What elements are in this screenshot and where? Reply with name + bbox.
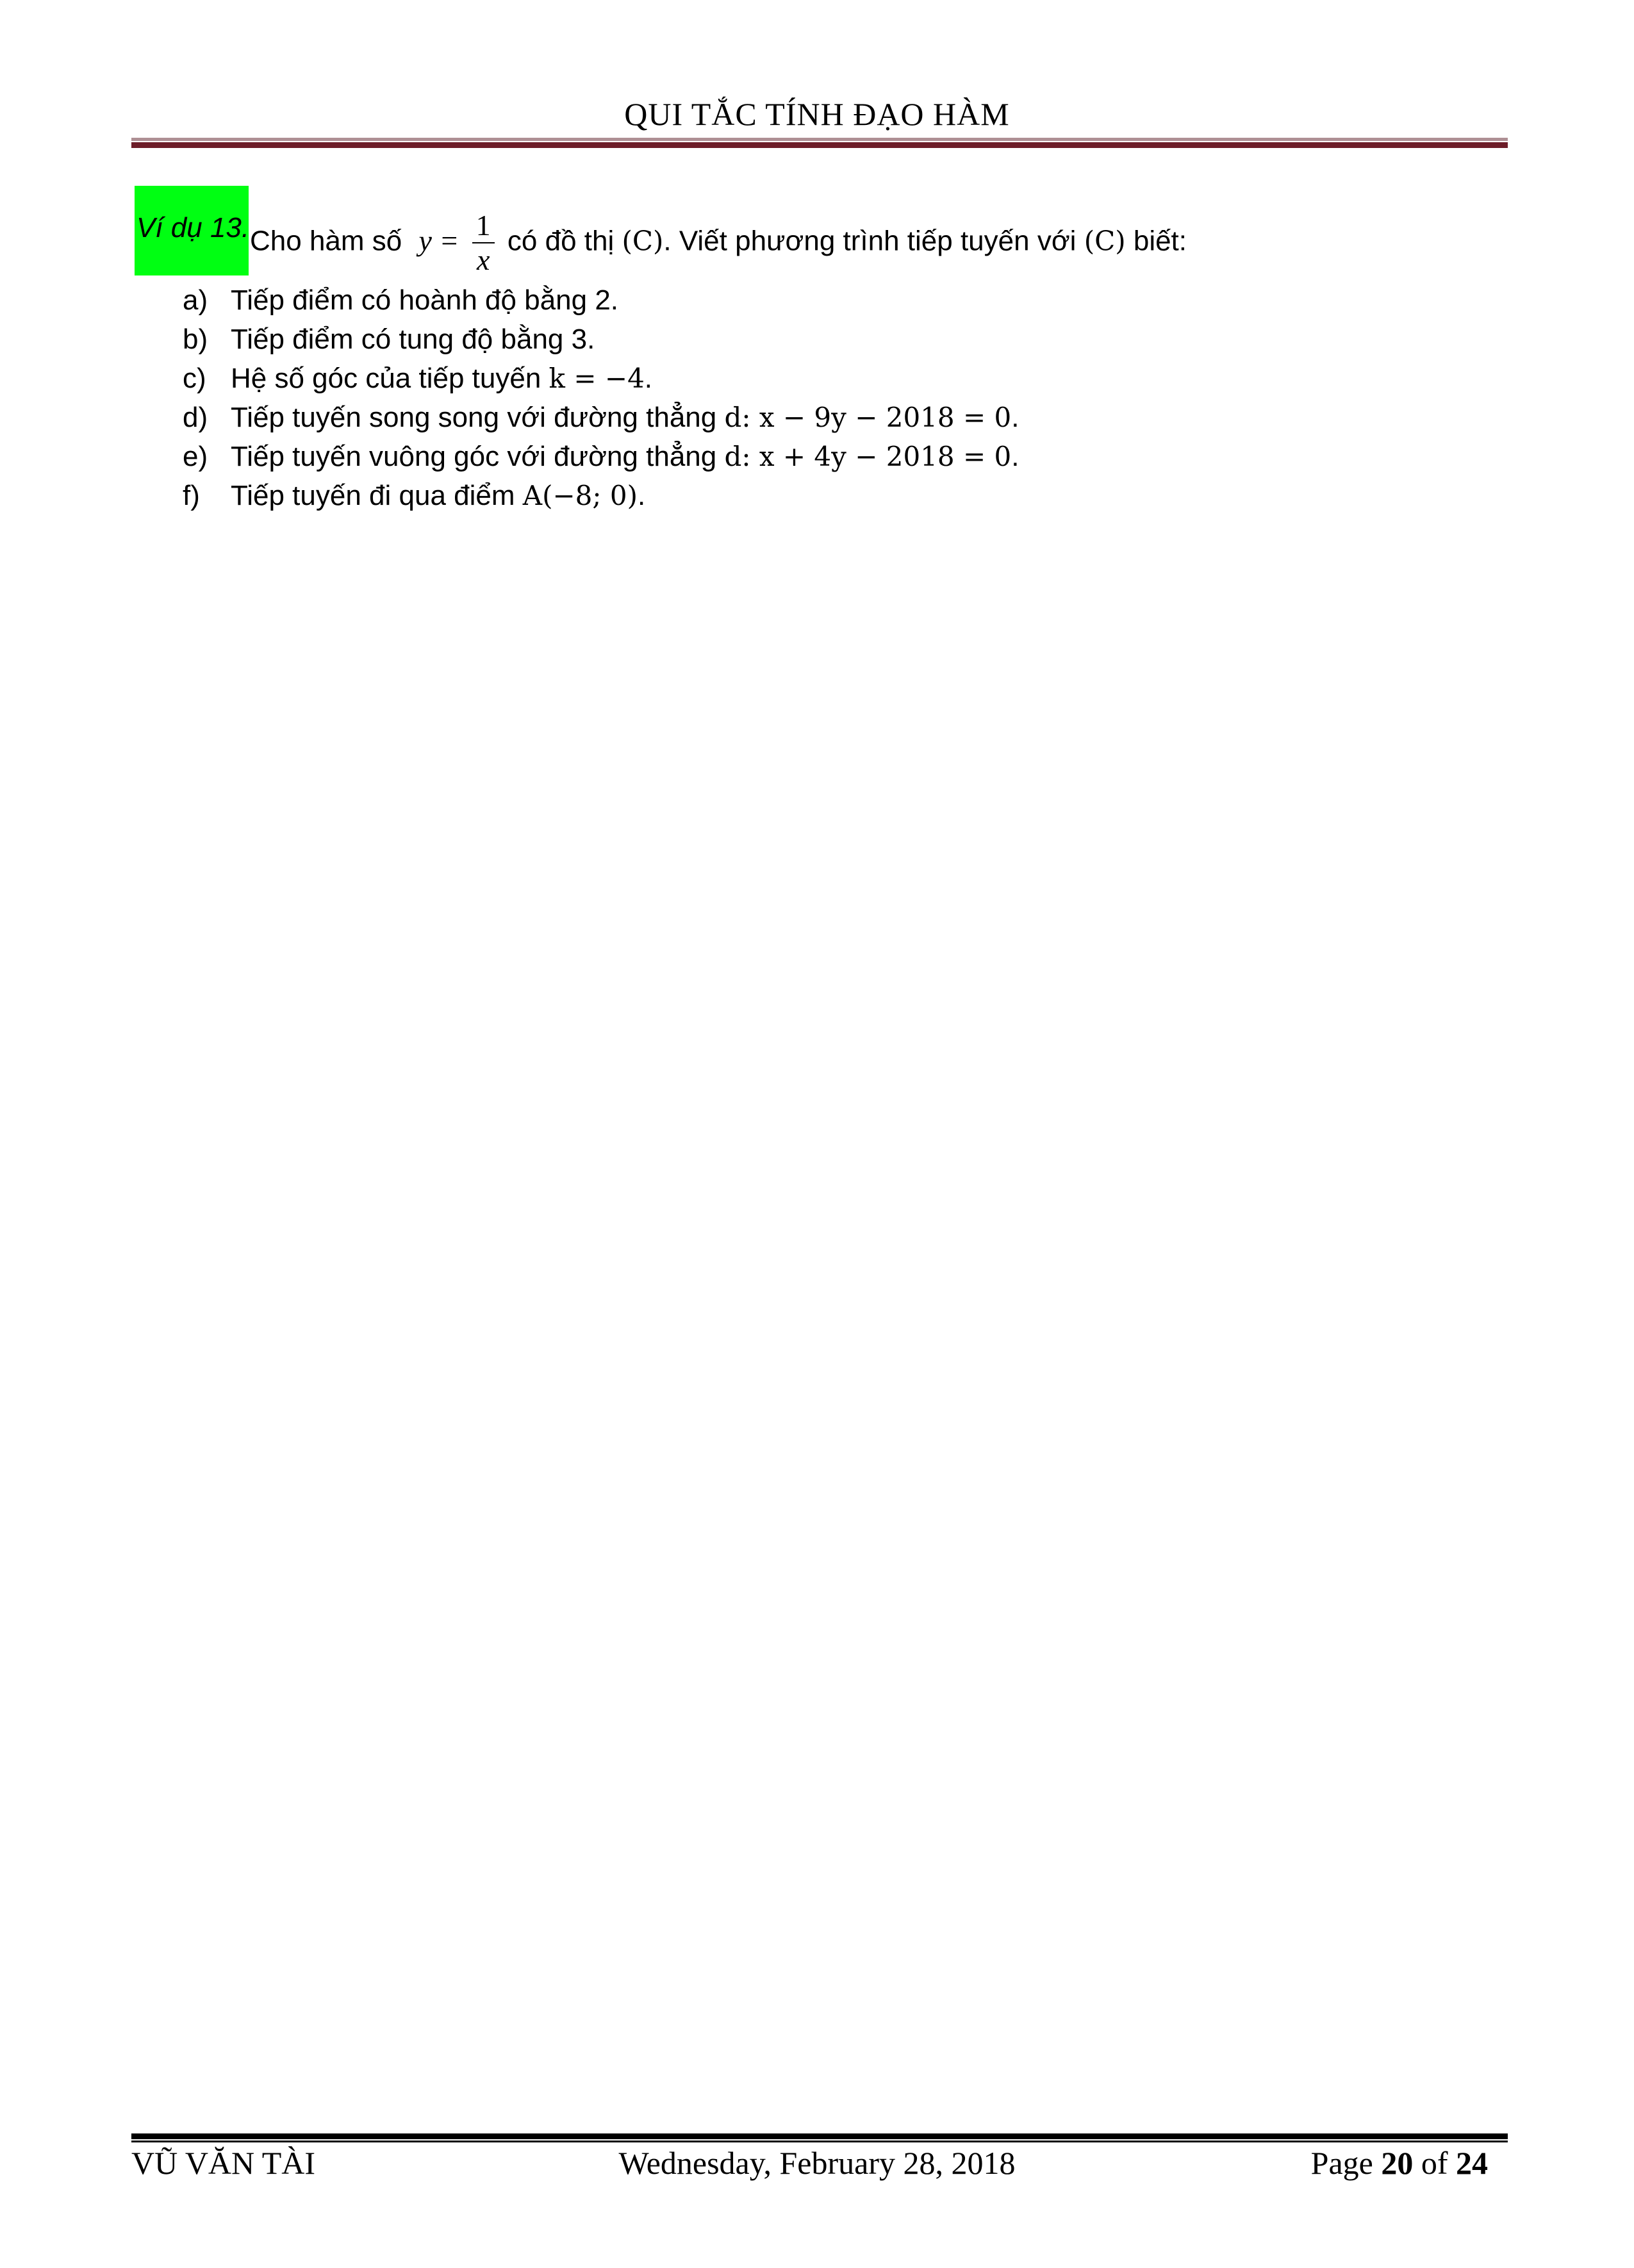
statement-text-after-1: có đồ thị xyxy=(507,225,615,257)
item-label: a) xyxy=(183,284,208,316)
function-fraction xyxy=(472,209,495,277)
item-label: b) xyxy=(183,324,208,355)
list-item xyxy=(135,320,1480,359)
item-label: f) xyxy=(183,480,200,511)
item-math: d: x − 9y − 2018 = 0 xyxy=(724,402,1012,433)
item-label: c) xyxy=(183,363,206,394)
graph-name-ref: (C) xyxy=(1084,225,1126,257)
item-math: k = −4 xyxy=(549,363,645,394)
footer-date: Wednesday, February 28, 2018 xyxy=(618,2145,1016,2181)
page-total: 24 xyxy=(1456,2145,1488,2181)
page-current: 20 xyxy=(1381,2145,1414,2181)
fraction-numerator: 1 xyxy=(472,209,495,243)
footer-page-number xyxy=(1311,2143,1488,2183)
item-text: Tiếp tuyến đi qua điểm xyxy=(231,480,523,511)
item-label: e) xyxy=(183,441,208,472)
item-end: . xyxy=(638,480,646,511)
example-tag-highlight xyxy=(135,186,249,275)
page-of: of xyxy=(1421,2145,1448,2181)
footer-divider xyxy=(131,2133,1508,2142)
item-text: Tiếp tuyến vuông góc với đường thẳng xyxy=(231,441,725,472)
function-lhs: y = xyxy=(418,224,459,257)
list-item xyxy=(135,281,1480,320)
list-item xyxy=(135,359,1480,398)
fraction-denominator: x xyxy=(476,243,490,276)
item-math: d: x + 4y − 2018 = 0 xyxy=(724,441,1012,472)
statement-text-before: Cho hàm số xyxy=(250,225,402,257)
item-math: A(−8; 0) xyxy=(522,480,638,511)
example-tag-label: Ví dụ 13. xyxy=(136,212,250,243)
footer-author: VŨ VĂN TÀI xyxy=(131,2145,316,2181)
statement-text-after-2: . Viết phương trình tiếp tuyến với xyxy=(663,225,1077,257)
list-item xyxy=(135,398,1480,437)
example-items-list xyxy=(135,281,1480,515)
list-item xyxy=(135,476,1480,515)
graph-name: (C) xyxy=(622,225,664,257)
example-statement xyxy=(250,209,1187,277)
page-header-title: QUI TẮC TÍNH ĐẠO HÀM xyxy=(624,96,1010,132)
item-end: . xyxy=(1011,441,1019,472)
item-end: . xyxy=(1011,402,1019,433)
item-text: Tiếp điểm có hoành độ bằng 2. xyxy=(231,284,619,316)
list-item xyxy=(135,437,1480,476)
statement-text-after-3: biết: xyxy=(1133,225,1187,257)
item-text: Tiếp điểm có tung độ bằng 3. xyxy=(231,324,595,355)
page-word: Page xyxy=(1310,2145,1373,2181)
item-text: Hệ số góc của tiếp tuyến xyxy=(231,363,549,394)
header-divider xyxy=(131,138,1508,148)
item-end: . xyxy=(644,363,653,394)
item-text: Tiếp tuyến song song với đường thẳng xyxy=(231,402,725,433)
item-label: d) xyxy=(183,402,208,433)
example-intro xyxy=(135,186,1480,275)
example-13 xyxy=(135,186,1480,510)
